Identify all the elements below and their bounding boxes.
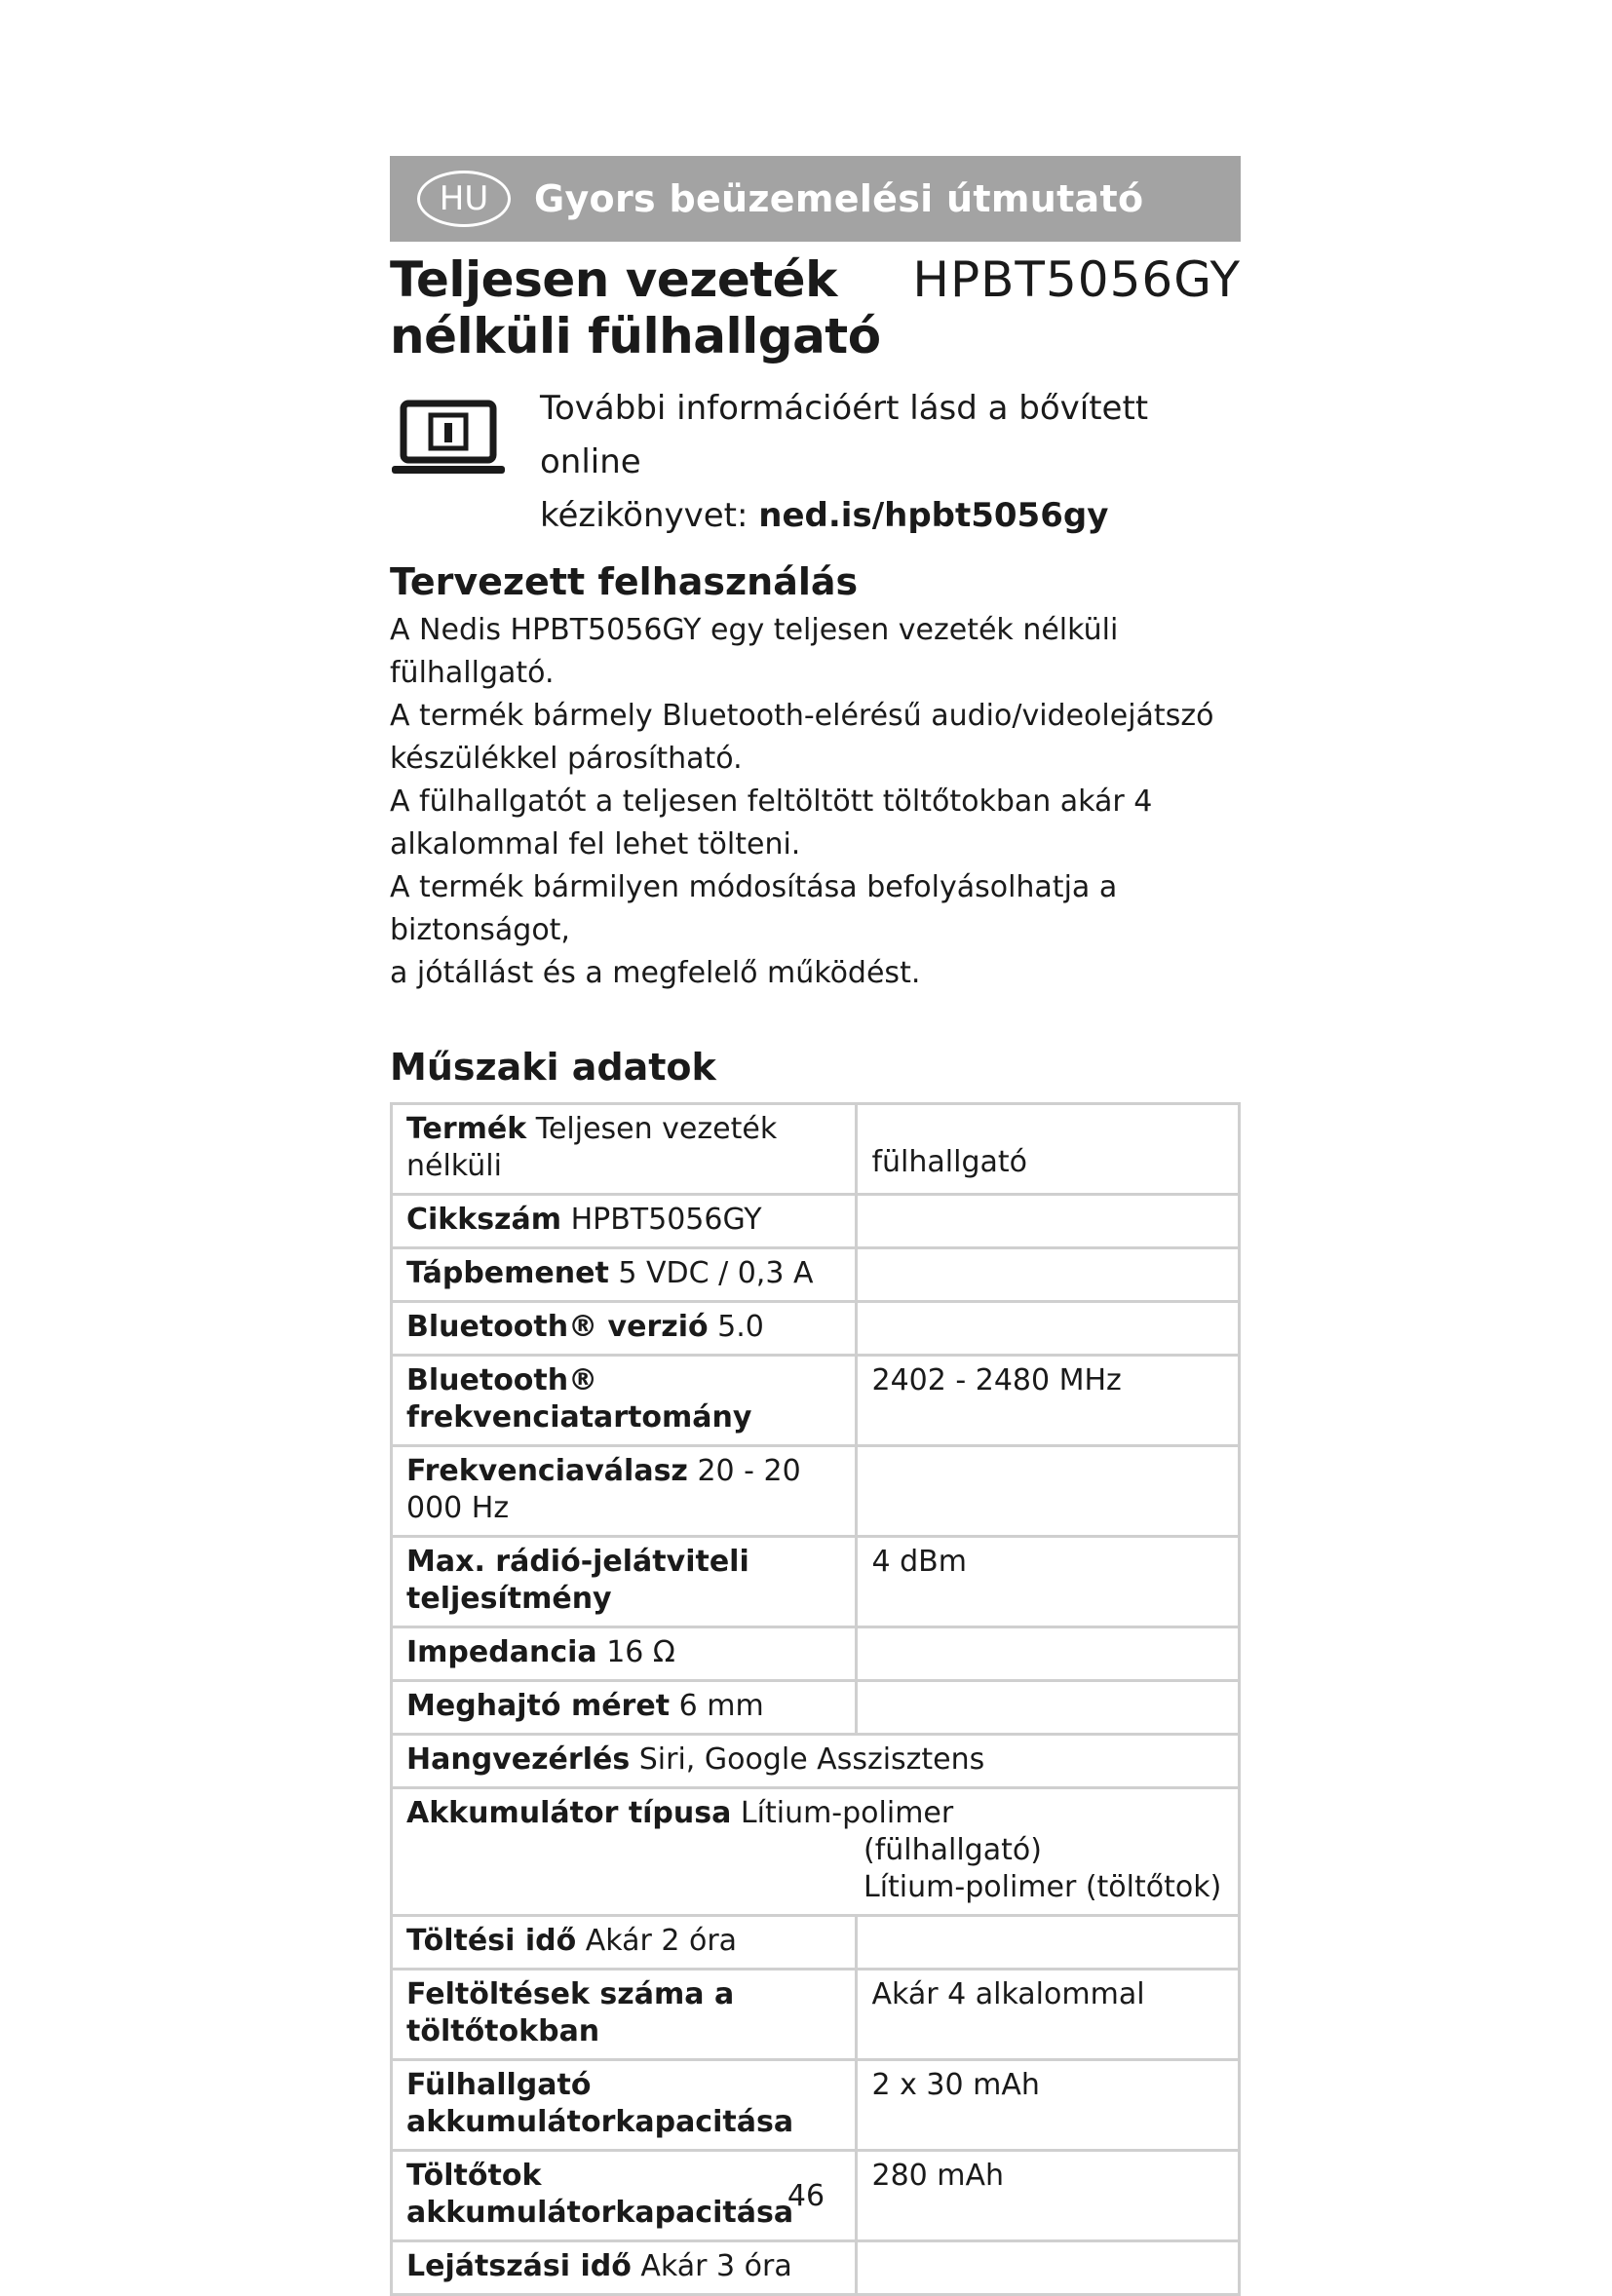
info-text-line1: További információért lásd a bővített online (540, 389, 1149, 481)
intended-use-line: A termék bármilyen módosítása befolyásolhatja a biztonságot, (390, 870, 1118, 947)
spec-value: 16 Ω (606, 1635, 675, 1669)
spec-label-cell (392, 2241, 857, 2295)
model-number: HPBT5056GY (912, 251, 1241, 308)
spec-label-cell (392, 1735, 1240, 1788)
spec-value-cell (857, 1356, 1240, 1446)
spec-value-cell (857, 1302, 1240, 1356)
table-row (392, 1537, 1240, 1627)
spec-label-cell (392, 1248, 857, 1302)
spec-value-cell (857, 1195, 1240, 1248)
spec-label: Fülhallgató (406, 2068, 592, 2102)
spec-label-cell (392, 1302, 857, 1356)
spec-value: 2 x 30 mAh (871, 2068, 1040, 2102)
spec-value: Akár 3 óra (640, 2249, 792, 2283)
spec-label: Bluetooth® verzió (406, 1310, 709, 1344)
spec-value: 280 mAh (871, 2159, 1005, 2193)
table-row (392, 1735, 1240, 1788)
table-row (392, 1302, 1240, 1356)
table-row (392, 1681, 1240, 1735)
intended-use-line: A fülhallgatót a teljesen feltöltött töltőtokban akár 4 (390, 784, 1153, 819)
spec-value: 2402 - 2480 MHz (871, 1363, 1122, 1397)
language-badge: HU (417, 171, 511, 227)
spec-label: töltőtokban (406, 2014, 600, 2048)
spec-value: 5 VDC / 0,3 A (618, 1256, 814, 1290)
spec-value: Teljesen vezeték nélküli (406, 1112, 778, 1183)
info-text-prefix: kézikönyvet: (540, 496, 759, 535)
spec-value-cell (857, 1537, 1240, 1627)
laptop-info-icon (390, 394, 507, 481)
spec-value: HPBT5056GY (570, 1203, 762, 1237)
table-row (392, 1916, 1240, 1970)
spec-value: Akár 2 óra (585, 1924, 738, 1958)
document-page (390, 156, 1241, 2296)
spec-label-cell (392, 1916, 857, 1970)
spec-value: fülhallgató (871, 1145, 1028, 1179)
table-row (392, 1104, 1240, 1195)
spec-label: Akkumulátor típusa (406, 1796, 732, 1830)
table-row (392, 1788, 1240, 1916)
spec-value: 4 dBm (871, 1545, 967, 1579)
spec-label: Impedancia (406, 1635, 597, 1669)
spec-value-cell (857, 1681, 1240, 1735)
spec-value-cell (857, 2060, 1240, 2151)
spec-label-cell (392, 1681, 857, 1735)
table-row (392, 1970, 1240, 2060)
spec-label: teljesítmény (406, 1582, 612, 1616)
spec-value-cell (857, 1916, 1240, 1970)
spec-value-cell (857, 2241, 1240, 2295)
spec-value: Lítium-polimer (töltőtok) (864, 1870, 1222, 1904)
title-row (390, 251, 1241, 364)
product-title-line2: nélküli fülhallgató (390, 308, 881, 364)
specs-heading: Műszaki adatok (390, 1046, 716, 1089)
spec-label-cell (392, 1788, 1240, 1916)
spec-value-cell (857, 1248, 1240, 1302)
intended-use-line: A termék bármely Bluetooth-elérésű audio/videolejátszó (390, 699, 1214, 733)
spec-value-cell (857, 1970, 1240, 2060)
spec-label-cell (392, 1195, 857, 1248)
table-row (392, 1356, 1240, 1446)
spec-label-cell (392, 1356, 857, 1446)
spec-label: Lejátszási idő (406, 2249, 632, 2283)
banner-title: Gyors beüzemelési útmutató (534, 177, 1144, 220)
spec-value-cell (857, 1104, 1240, 1195)
info-text-line2 (540, 489, 1241, 543)
spec-label-cell (392, 2060, 857, 2151)
spec-value: Akár 4 alkalommal (871, 1977, 1145, 2011)
intended-use-heading: Tervezett felhasználás (390, 560, 859, 603)
spec-label: Töltőtok (406, 2159, 542, 2193)
spec-value: 5.0 (717, 1310, 764, 1344)
specs-table (390, 1102, 1241, 2296)
table-row (392, 1627, 1240, 1681)
spec-value: (fülhallgató) (864, 1833, 1042, 1867)
spec-label-cell (392, 1537, 857, 1627)
info-text (540, 382, 1241, 543)
spec-label-cell (392, 1104, 857, 1195)
intended-use-text (390, 609, 1241, 995)
spec-value: Siri, Google Asszisztens (638, 1742, 985, 1777)
table-row (392, 2060, 1240, 2151)
table-row (392, 1446, 1240, 1537)
intended-use-line: a jótállást és a megfelelő működést. (390, 956, 921, 990)
spec-label: Max. rádió-jelátviteli (406, 1545, 749, 1579)
table-row (392, 1195, 1240, 1248)
spec-value: Lítium-polimer (740, 1796, 954, 1830)
spec-label: akkumulátorkapacitása (406, 2196, 794, 2230)
table-row (392, 2241, 1240, 2295)
spec-label: Frekvenciaválasz (406, 1454, 688, 1488)
spec-label: Töltési idő (406, 1924, 577, 1958)
spec-label: Hangvezérlés (406, 1742, 631, 1777)
header-banner (390, 156, 1241, 242)
intended-use-line: készülékkel párosítható. (390, 742, 743, 776)
online-manual-info (390, 389, 1241, 543)
spec-value-cell (857, 1446, 1240, 1537)
spec-label: Tápbemenet (406, 1256, 609, 1290)
spec-value: 6 mm (678, 1689, 764, 1723)
spec-label: akkumulátorkapacitása (406, 2105, 794, 2139)
spec-label-cell (392, 1970, 857, 2060)
intended-use-line: alkalommal fel lehet tölteni. (390, 827, 801, 861)
spec-label: Termék (406, 1112, 527, 1146)
spec-label: Feltöltések száma a (406, 1977, 735, 2011)
table-row (392, 1248, 1240, 1302)
spec-label: Cikkszám (406, 1203, 562, 1237)
intended-use-line: A Nedis HPBT5056GY egy teljesen vezeték nélküli fülhallgató. (390, 613, 1119, 690)
product-title (390, 251, 912, 364)
spec-label-cell (392, 1627, 857, 1681)
spec-value-cell (857, 1627, 1240, 1681)
spec-label: Meghajtó méret (406, 1689, 671, 1723)
product-title-line1: Teljesen vezeték (390, 251, 837, 308)
spec-label: Bluetooth® (406, 1363, 598, 1397)
page-number: 46 (787, 2179, 825, 2213)
manual-link[interactable]: ned.is/hpbt5056gy (758, 496, 1109, 535)
spec-label-cell (392, 1446, 857, 1537)
spec-label: frekvenciatartomány (406, 1400, 752, 1435)
spec-value: 20 - 20 000 Hz (406, 1454, 801, 1525)
